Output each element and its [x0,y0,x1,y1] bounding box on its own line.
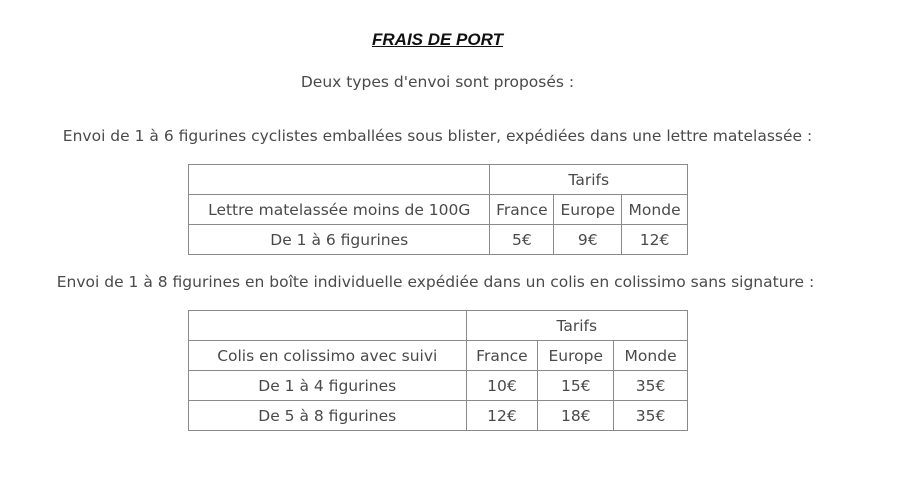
letter-shipping-table [188,164,688,255]
column-header-europe: Europe [538,341,614,371]
price-cell: 35€ [614,401,688,431]
price-cell: 9€ [554,225,622,255]
row-label: De 1 à 6 figurines [189,225,490,255]
row-header: Lettre matelassée moins de 100G [189,195,490,225]
table-row [189,225,688,255]
column-header-monde: Monde [622,195,688,225]
page-title: FRAIS DE PORT [372,30,503,49]
row-header: Colis en colissimo avec suivi [189,341,467,371]
row-label: De 1 à 4 figurines [189,371,467,401]
table-column-row [189,195,688,225]
table-corner-cell [189,311,467,341]
tarifs-header: Tarifs [490,165,688,195]
row-label: De 5 à 8 figurines [189,401,467,431]
tarifs-header: Tarifs [466,311,687,341]
price-cell: 5€ [490,225,554,255]
table-header-row [189,311,688,341]
price-cell: 12€ [622,225,688,255]
column-header-europe: Europe [554,195,622,225]
price-cell: 18€ [538,401,614,431]
colissimo-shipping-table [188,310,688,431]
table-corner-cell [189,165,490,195]
price-cell: 12€ [466,401,538,431]
column-header-france: France [490,195,554,225]
table-row [189,371,688,401]
column-header-france: France [466,341,538,371]
price-cell: 10€ [466,371,538,401]
section2-description: Envoi de 1 à 8 figurines en boîte individuelle expédiée dans un colis en colissimo sans signature : [56,273,815,291]
intro-text: Deux types d'envoi sont proposés : [300,73,575,91]
table-column-row [189,341,688,371]
section1-description: Envoi de 1 à 6 figurines cyclistes emballées sous blister, expédiées dans une lettre matelassée : [62,127,813,145]
column-header-monde: Monde [614,341,688,371]
table-header-row [189,165,688,195]
price-cell: 15€ [538,371,614,401]
table-row [189,401,688,431]
price-cell: 35€ [614,371,688,401]
